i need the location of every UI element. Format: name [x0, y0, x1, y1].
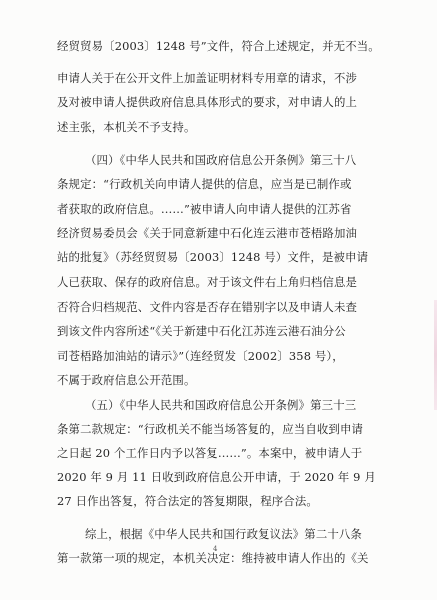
text-line: 述主张，本机关不予支持。 — [57, 120, 196, 134]
text-line: （五）《中华人民共和国政府信息公开条例》第三十三 — [85, 398, 357, 412]
text-line: 第一款第一项的规定，本机关决定：维持被申请人作出的《关 — [57, 551, 369, 565]
text-line: 申请人关于在公开文件上加盖证明材料专用章的请求，不涉 — [57, 71, 358, 85]
text-line: 条规定：“行政机关向申请人提供的信息，应当是已制作或 — [57, 177, 352, 191]
text-line: （四）《中华人民共和国政府信息公开条例》第三十八 — [85, 153, 357, 167]
text-line: 之日起 20 个工作日内予以答复……”。本案中，被申请人于 — [57, 446, 363, 460]
text-line: 者获取的政府信息。……”被申请人向申请人提供的江苏省 — [57, 202, 352, 216]
text-line: 经贸贸易〔2003〕1248 号”文件，符合上述规定，并无不当。 — [57, 39, 380, 53]
text-line: 综上，根据《中华人民共和国行政复议法》第二十八条 — [85, 527, 362, 541]
text-line: 及对被申请人提供政府信息具体形式的要求，对申请人的上 — [57, 95, 358, 109]
text-line: 站的批复》（苏经贸贸易〔2003〕1248 号）文件，是被申请 — [57, 250, 369, 264]
text-line: 否符合归档规范、文件内容是否存在错别字以及申请人未查 — [57, 300, 358, 314]
text-line: 27 日作出答复，符合法定的答复期限，程序合法。 — [57, 494, 318, 508]
text-line: 经济贸易委员会《关于同意新建中石化连云港市苍梧路加油 — [57, 226, 358, 240]
text-line: 条第二款规定：“行政机关不能当场答复的，应当自收到申请 — [57, 422, 364, 436]
text-line: 2020 年 9 月 11 日收到政府信息公开申请，于 2020 年 9 月 — [57, 470, 376, 484]
text-line: 人已获取、保存的政府信息。对于该文件右上角归档信息是 — [57, 275, 358, 289]
text-line: 司苍梧路加油站的请示》”（连经贸发〔2002〕358 号）， — [57, 349, 344, 363]
text-line: 到该文件内容所述“《关于新建中石化江苏连云港石油分公 — [57, 324, 346, 338]
page-number: 4 — [213, 545, 218, 553]
text-line: 不属于政府信息公开范围。 — [57, 373, 196, 387]
